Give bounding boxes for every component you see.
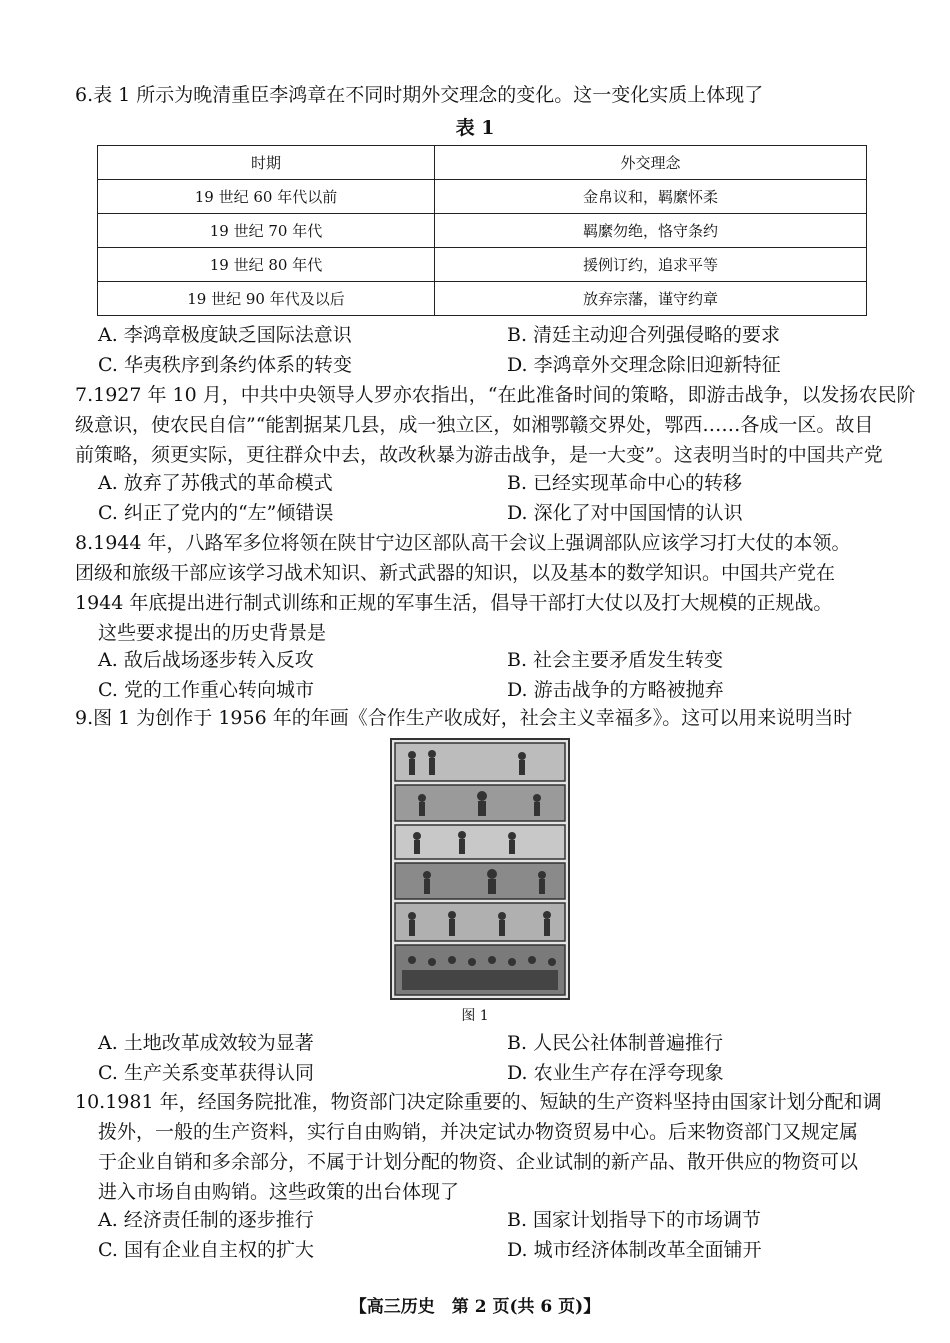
painting-illustration <box>392 740 568 998</box>
q8-stem-line: 团级和旅级干部应该学习战术知识、新式武器的知识，以及基本的数学知识。中国共产党在 <box>75 562 836 584</box>
q8-stem-line: 1944 年底提出进行制式训练和正规的军事生活，倡导干部打大仗以及打大规模的正规战。 <box>75 592 833 614</box>
new-year-painting-figure <box>390 738 570 1000</box>
table-header-row <box>98 146 867 180</box>
q7-option-b[interactable]: B. 已经实现革命中心的转移 <box>507 472 743 494</box>
q8-option-d[interactable]: D. 游击战争的方略被抛弃 <box>507 679 724 701</box>
table-cell-period: 19 世纪 90 年代及以后 <box>98 282 435 316</box>
table-cell-concept: 金帛议和，羁縻怀柔 <box>435 180 867 214</box>
q10-option-d[interactable]: D. 城市经济体制改革全面铺开 <box>507 1239 762 1261</box>
diplomacy-table <box>97 145 867 316</box>
table-header-period: 时期 <box>98 146 435 180</box>
table-header-concept: 外交理念 <box>435 146 867 180</box>
q9-stem: 9.图 1 为创作于 1956 年的年画《合作生产收成好，社会主义幸福多》。这可以用来说明当时 <box>75 707 853 729</box>
q10-option-c[interactable]: C. 国有企业自主权的扩大 <box>98 1239 314 1261</box>
q7-option-a[interactable]: A. 放弃了苏俄式的革命模式 <box>98 472 333 494</box>
q7-option-c[interactable]: C. 纠正了党内的“左”倾错误 <box>98 502 334 524</box>
table-row <box>98 248 867 282</box>
q10-option-a[interactable]: A. 经济责任制的逐步推行 <box>98 1209 314 1231</box>
q6-option-d[interactable]: D. 李鸿章外交理念除旧迎新特征 <box>507 354 781 376</box>
q8-option-c[interactable]: C. 党的工作重心转向城市 <box>98 679 314 701</box>
q9-option-c[interactable]: C. 生产关系变革获得认同 <box>98 1062 314 1084</box>
figure-caption: 图 1 <box>461 1008 489 1024</box>
q7-option-d[interactable]: D. 深化了对中国国情的认识 <box>507 502 743 524</box>
q8-option-a[interactable]: A. 敌后战场逐步转入反攻 <box>98 649 314 671</box>
q7-stem-line: 7.1927 年 10 月，中共中央领导人罗亦农指出，“在此准备时间的策略，即游击战争，以发扬农民阶 <box>75 384 916 406</box>
q8-stem-line: 8.1944 年，八路军多位将领在陕甘宁边区部队高干会议上强调部队应该学习打大仗的本领。 <box>75 532 851 554</box>
q9-option-b[interactable]: B. 人民公社体制普遍推行 <box>507 1032 724 1054</box>
table-cell-period: 19 世纪 70 年代 <box>98 214 435 248</box>
q10-option-b[interactable]: B. 国家计划指导下的市场调节 <box>507 1209 762 1231</box>
page-footer: 【高三历史 第 2 页(共 6 页)】 <box>349 1297 601 1317</box>
q9-option-d[interactable]: D. 农业生产存在浮夸现象 <box>507 1062 724 1084</box>
q6-option-b[interactable]: B. 清廷主动迎合列强侵略的要求 <box>507 324 781 346</box>
table-row <box>98 180 867 214</box>
table-caption: 表 1 <box>455 117 495 139</box>
q7-stem-line: 前策略，须更实际，更往群众中去，故改秋暴为游击战争，是一大变”。这表明当时的中国共产党 <box>75 444 883 466</box>
q10-stem-line: 进入市场自由购销。这些政策的出台体现了 <box>98 1181 460 1203</box>
table-cell-concept: 羁縻勿绝，恪守条约 <box>435 214 867 248</box>
table-cell-period: 19 世纪 80 年代 <box>98 248 435 282</box>
q6-stem: 6.表 1 所示为晚清重臣李鸿章在不同时期外交理念的变化。这一变化实质上体现了 <box>75 84 764 106</box>
q10-stem-line: 10.1981 年，经国务院批准，物资部门决定除重要的、短缺的生产资料坚持由国家计划分配和调 <box>75 1091 882 1113</box>
q7-stem-line: 级意识，使农民自信”“能割据某几县，成一独立区，如湘鄂赣交界处，鄂西……各成一区。故目 <box>75 414 874 436</box>
table-cell-period: 19 世纪 60 年代以前 <box>98 180 435 214</box>
q8-stem-line: 这些要求提出的历史背景是 <box>98 622 327 644</box>
q9-option-a[interactable]: A. 土地改革成效较为显著 <box>98 1032 314 1054</box>
table-row <box>98 282 867 316</box>
q6-option-c[interactable]: C. 华夷秩序到条约体系的转变 <box>98 354 352 376</box>
q8-option-b[interactable]: B. 社会主要矛盾发生转变 <box>507 649 724 671</box>
table-row <box>98 214 867 248</box>
q10-stem-line: 拨外，一般的生产资料，实行自由购销，并决定试办物资贸易中心。后来物资部门又规定属 <box>98 1121 859 1143</box>
q6-option-a[interactable]: A. 李鸿章极度缺乏国际法意识 <box>98 324 352 346</box>
q10-stem-line: 于企业自销和多余部分，不属于计划分配的物资、企业试制的新产品、散开供应的物资可以 <box>98 1151 859 1173</box>
table-cell-concept: 援例订约，追求平等 <box>435 248 867 282</box>
table-cell-concept: 放弃宗藩，谨守约章 <box>435 282 867 316</box>
